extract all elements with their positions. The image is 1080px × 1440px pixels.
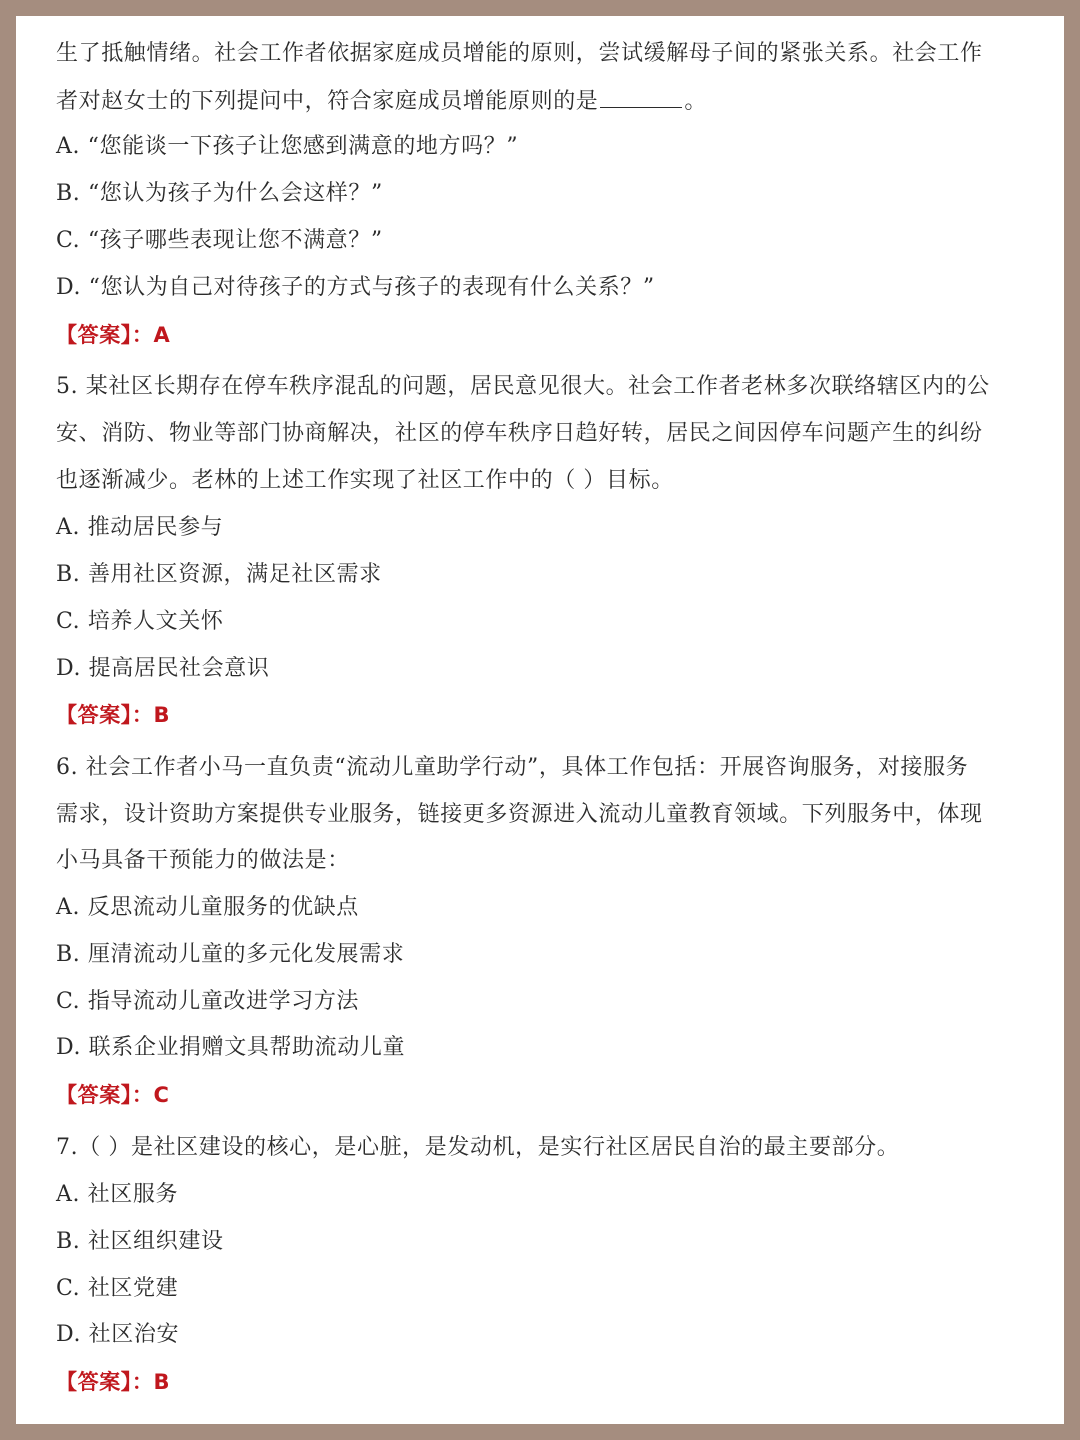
- q5-option-c: C. 培养人文关怀: [56, 609, 224, 634]
- q6-stem-line: 6. 社会工作者小马一直负责“流动儿童助学行动”，具体工作包括：开展咨询服务，对接服务: [56, 755, 969, 780]
- q4-option-b: B. “您认为孩子为什么会这样？”: [56, 181, 383, 206]
- q5-option-d: D. 提高居民社会意识: [56, 656, 270, 681]
- q4-stem-line: [56, 85, 707, 117]
- q4-stem-line: 生了抵触情绪。社会工作者依据家庭成员增能的原则，尝试缓解母子间的紧张关系。社会工作: [56, 41, 983, 66]
- q7-option-d: D. 社区治安: [56, 1322, 180, 1347]
- q4-answer: 【答案】：A: [56, 323, 171, 347]
- q7-option-a: A. 社区服务: [56, 1182, 179, 1207]
- q5-answer: 【答案】：B: [56, 703, 171, 727]
- q5-stem-line: 5. 某社区长期存在停车秩序混乱的问题，居民意见很大。社会工作者老林多次联络辖区内的公: [56, 374, 990, 399]
- q4-stem-text: 者对赵女士的下列提问中，符合家庭成员增能原则的是: [56, 89, 599, 114]
- q6-option-a: A. 反思流动儿童服务的优缺点: [56, 895, 359, 920]
- q5-option-b: B. 善用社区资源，满足社区需求: [56, 562, 382, 587]
- q6-option-b: B. 厘清流动儿童的多元化发展需求: [56, 942, 405, 967]
- document-page: [16, 16, 1064, 1424]
- q7-option-c: C. 社区党建: [56, 1276, 179, 1301]
- q4-option-d: D. “您认为自己对待孩子的方式与孩子的表现有什么关系？”: [56, 275, 655, 300]
- q7-stem-line: 7.（ ）是社区建设的核心，是心脏，是发动机，是实行社区居民自治的最主要部分。: [56, 1135, 900, 1160]
- q6-stem-line: 需求，设计资助方案提供专业服务，链接更多资源进入流动儿童教育领域。下列服务中，体现: [56, 802, 983, 827]
- q4-option-a: A. “您能谈一下孩子让您感到满意的地方吗？”: [56, 134, 519, 159]
- q6-answer: 【答案】：C: [56, 1083, 170, 1107]
- q6-option-c: C. 指导流动儿童改进学习方法: [56, 989, 360, 1014]
- q6-option-d: D. 联系企业捐赠文具帮助流动儿童: [56, 1035, 406, 1060]
- q5-stem-line: 也逐渐减少。老林的上述工作实现了社区工作中的（ ）目标。: [56, 468, 674, 493]
- q7-option-b: B. 社区组织建设: [56, 1229, 224, 1254]
- q4-option-c: C. “孩子哪些表现让您不满意？”: [56, 228, 383, 253]
- q7-answer: 【答案】：B: [56, 1370, 171, 1394]
- q6-stem-line: 小马具备干预能力的做法是：: [56, 848, 350, 873]
- answer-blank: [600, 85, 682, 108]
- q4-stem-text-end: 。: [684, 89, 708, 114]
- q5-option-a: A. 推动居民参与: [56, 515, 224, 540]
- q5-stem-line: 安、消防、物业等部门协商解决，社区的停车秩序日趋好转，居民之间因停车问题产生的纠纷: [56, 421, 983, 446]
